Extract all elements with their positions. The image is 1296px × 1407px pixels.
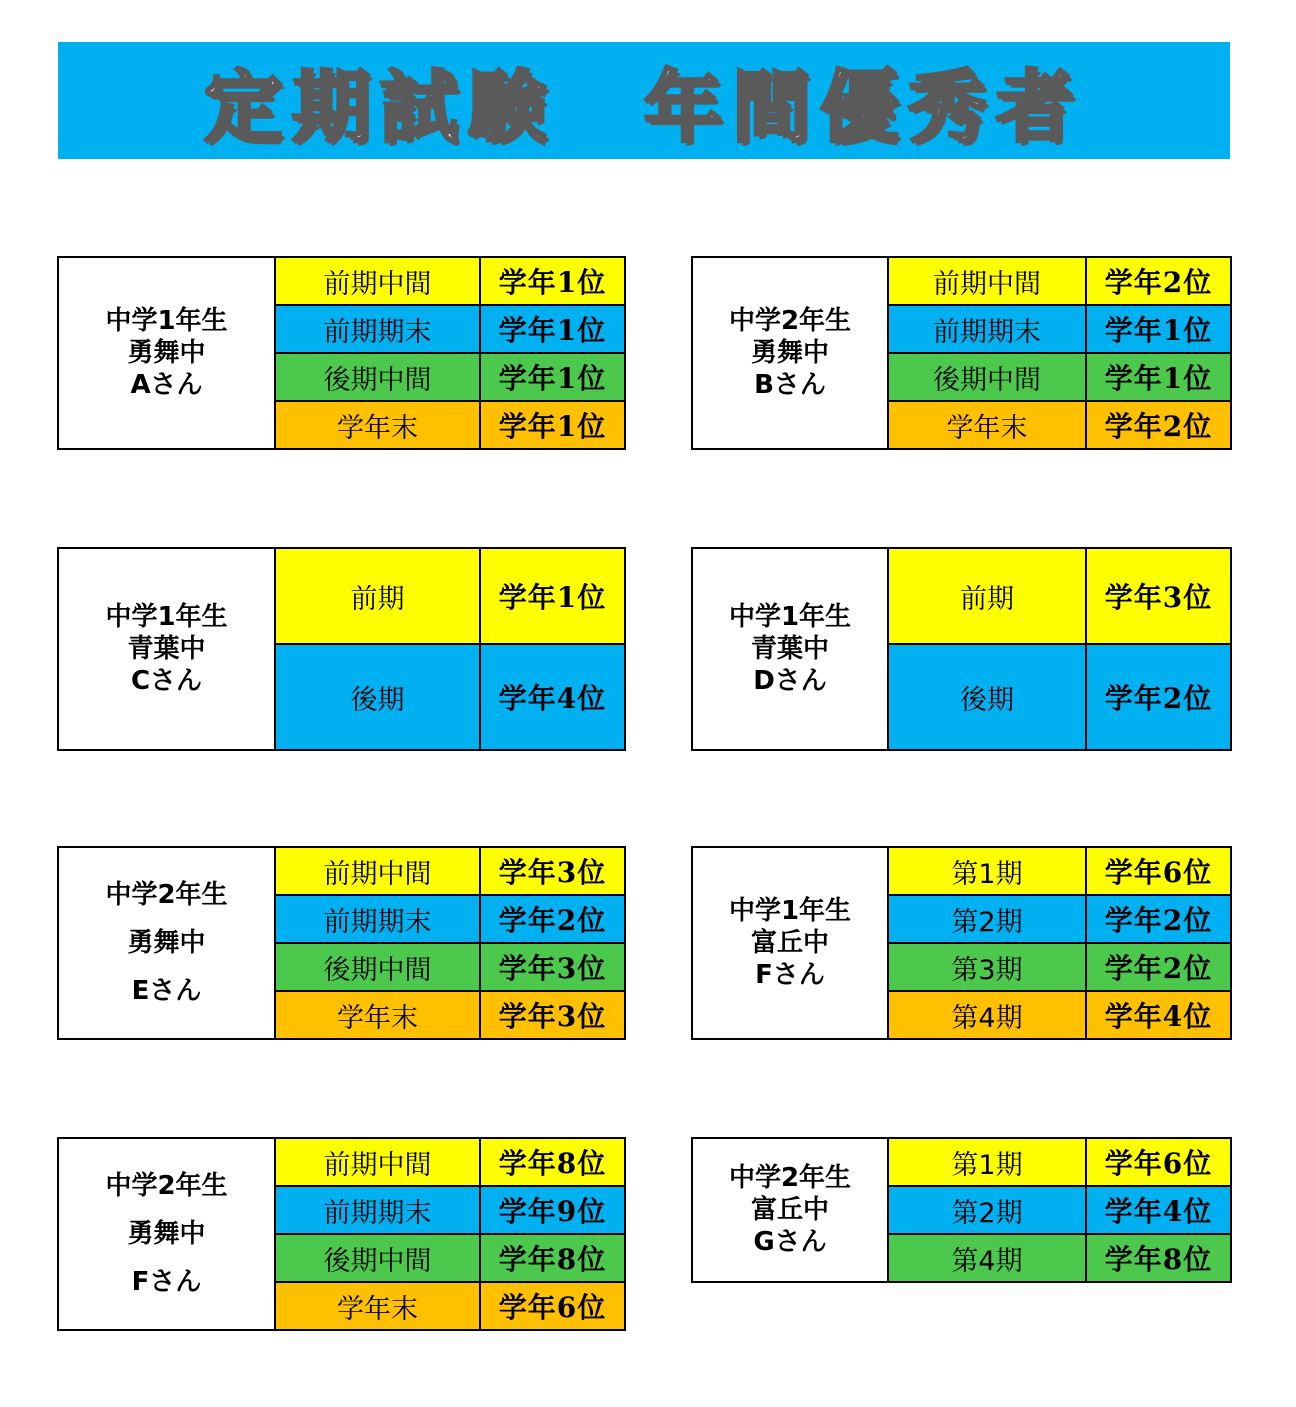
student-grade: 中学2年生: [105, 1171, 228, 1201]
period-cell: 前期期末: [275, 305, 480, 353]
rank-cell: 学年2位: [480, 895, 625, 943]
rank-cell: 学年3位: [1086, 548, 1231, 644]
rank-cell: 学年2位: [1086, 943, 1231, 991]
rank-cell: 学年6位: [1086, 1138, 1231, 1186]
rank-cell: 学年4位: [1086, 991, 1231, 1039]
rank-cell: 学年3位: [480, 991, 625, 1039]
period-cell: 第4期: [888, 1234, 1086, 1282]
rank-cell: 学年1位: [1086, 353, 1231, 401]
record-table-c: [57, 547, 626, 751]
student-school: 青葉中: [127, 634, 206, 664]
period-cell: 第4期: [888, 991, 1086, 1039]
student-grade: 中学2年生: [728, 306, 852, 336]
rank-cell: 学年1位: [480, 401, 625, 449]
rank-cell: 学年3位: [480, 943, 625, 991]
period-cell: 後期: [275, 644, 480, 750]
record-table-d: [691, 547, 1232, 751]
period-cell: 前期期末: [275, 1186, 480, 1234]
period-cell: 第1期: [888, 1138, 1086, 1186]
student-school: 富丘中: [750, 1195, 829, 1225]
student-grade: 中学1年生: [105, 602, 228, 632]
student-school: 勇舞中: [750, 338, 829, 368]
rank-cell: 学年3位: [480, 847, 625, 895]
student-cell: [692, 257, 888, 449]
period-cell: 前期: [888, 548, 1086, 644]
student-school: 富丘中: [750, 928, 829, 958]
rank-cell: 学年9位: [480, 1186, 625, 1234]
student-cell: [58, 257, 275, 449]
student-grade: 中学2年生: [105, 880, 228, 910]
record-table-f-tomioka: [691, 846, 1232, 1040]
rank-cell: 学年2位: [1086, 257, 1231, 305]
period-cell: 学年末: [275, 1282, 480, 1330]
student-grade: 中学2年生: [728, 1163, 852, 1193]
student-name: Fさん: [755, 960, 825, 990]
period-cell: 第2期: [888, 895, 1086, 943]
page-title: 定期試験 年間優秀者: [203, 62, 1084, 153]
rank-cell: 学年4位: [480, 644, 625, 750]
period-cell: 前期中間: [275, 1138, 480, 1186]
student-cell: [58, 548, 275, 750]
rank-cell: 学年1位: [480, 257, 625, 305]
student-cell: [692, 1138, 888, 1282]
period-cell: 後期: [888, 644, 1086, 750]
period-cell: 前期期末: [275, 895, 480, 943]
rank-cell: 学年2位: [1086, 644, 1231, 750]
student-name: Dさん: [753, 666, 827, 696]
student-school: 勇舞中: [127, 928, 206, 958]
rank-cell: 学年1位: [480, 305, 625, 353]
student-cell: [58, 1138, 275, 1330]
rank-cell: 学年8位: [480, 1138, 625, 1186]
record-table-e: [57, 846, 626, 1040]
rank-cell: 学年6位: [1086, 847, 1231, 895]
student-grade: 中学1年生: [728, 602, 852, 632]
period-cell: 後期中間: [275, 943, 480, 991]
student-school: 青葉中: [750, 634, 829, 664]
period-cell: 前期中間: [888, 257, 1086, 305]
period-cell: 第1期: [888, 847, 1086, 895]
student-name: Eさん: [131, 976, 202, 1006]
rank-cell: 学年1位: [480, 353, 625, 401]
period-cell: 後期中間: [888, 353, 1086, 401]
title-banner: [58, 42, 1230, 159]
rank-cell: 学年2位: [1086, 401, 1231, 449]
record-table-g: [691, 1137, 1232, 1283]
period-cell: 第2期: [888, 1186, 1086, 1234]
student-name: Aさん: [130, 370, 203, 400]
student-name: Fさん: [131, 1267, 202, 1297]
period-cell: 前期中間: [275, 257, 480, 305]
student-name: Cさん: [130, 666, 203, 696]
student-cell: [58, 847, 275, 1039]
student-school: 勇舞中: [127, 1219, 206, 1249]
student-name: Bさん: [754, 370, 826, 400]
period-cell: 前期: [275, 548, 480, 644]
rank-cell: 学年4位: [1086, 1186, 1231, 1234]
period-cell: 後期中間: [275, 1234, 480, 1282]
period-cell: 学年末: [275, 991, 480, 1039]
rank-cell: 学年1位: [1086, 305, 1231, 353]
period-cell: 前期期末: [888, 305, 1086, 353]
student-grade: 中学1年生: [105, 306, 228, 336]
period-cell: 前期中間: [275, 847, 480, 895]
rank-cell: 学年8位: [480, 1234, 625, 1282]
record-table-f-yubu: [57, 1137, 626, 1331]
record-table-a: [57, 256, 626, 450]
period-cell: 後期中間: [275, 353, 480, 401]
rank-cell: 学年1位: [480, 548, 625, 644]
record-table-b: [691, 256, 1232, 450]
period-cell: 第3期: [888, 943, 1086, 991]
period-cell: 学年末: [888, 401, 1086, 449]
rank-cell: 学年6位: [480, 1282, 625, 1330]
rank-cell: 学年8位: [1086, 1234, 1231, 1282]
student-cell: [692, 847, 888, 1039]
student-grade: 中学1年生: [728, 896, 852, 926]
student-name: Gさん: [753, 1227, 827, 1257]
rank-cell: 学年2位: [1086, 895, 1231, 943]
student-cell: [692, 548, 888, 750]
student-school: 勇舞中: [127, 338, 206, 368]
period-cell: 学年末: [275, 401, 480, 449]
